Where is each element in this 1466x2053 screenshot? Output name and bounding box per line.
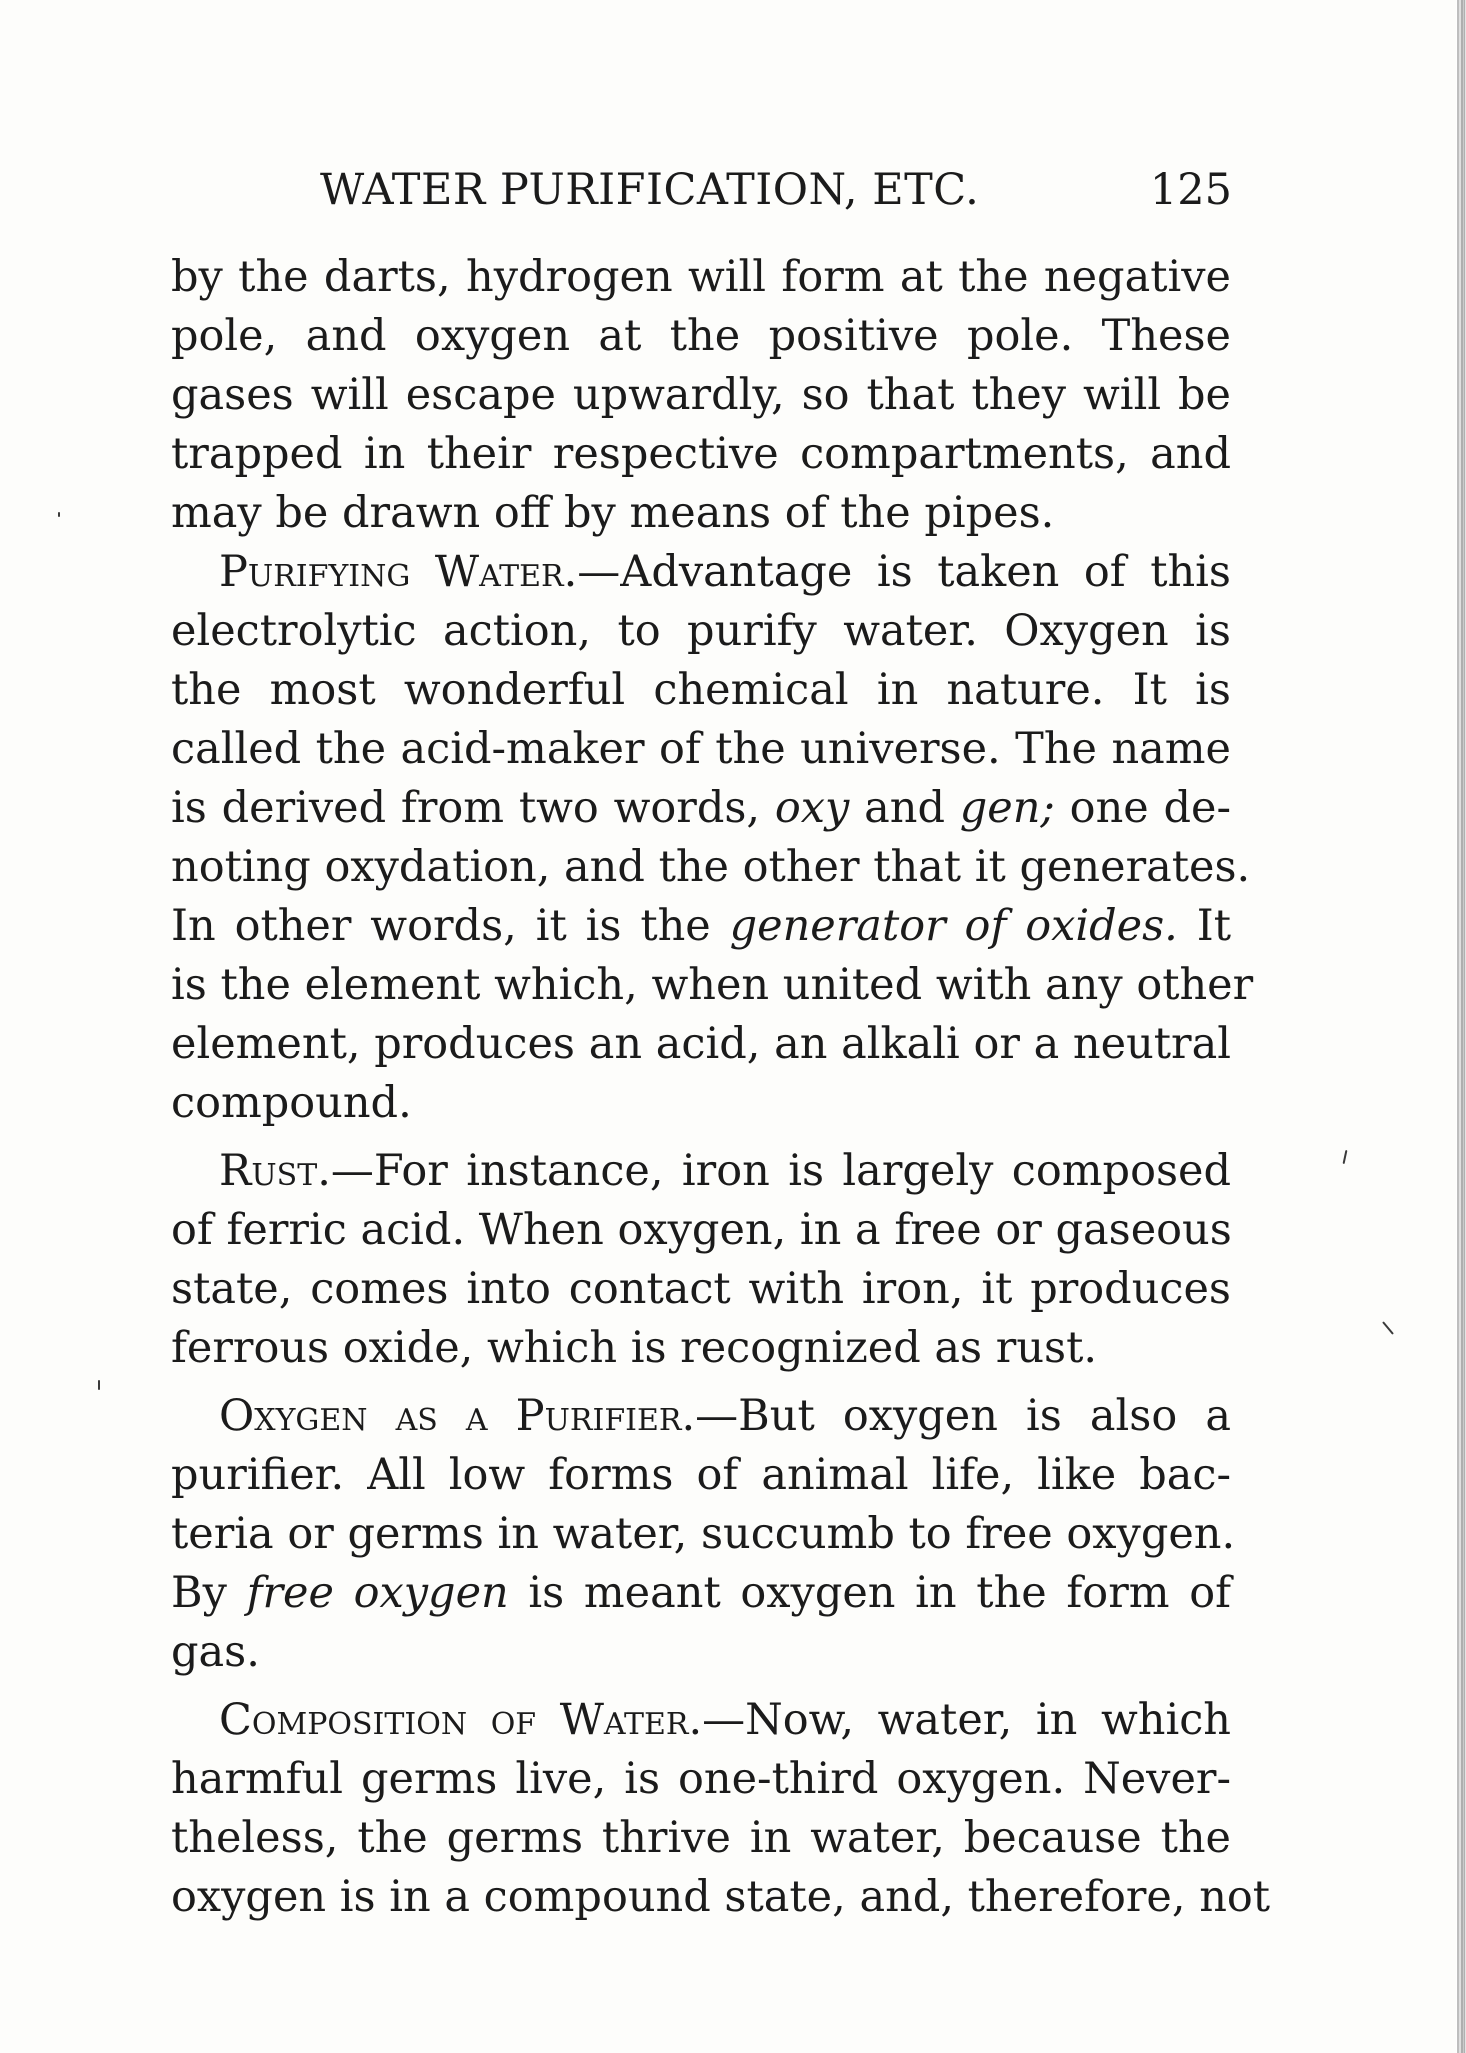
- text-line: purifier. All low forms of animal life, like bac-: [171, 1450, 1231, 1500]
- text-line: gas.: [171, 1627, 260, 1677]
- text-line: may be drawn off by means of the pipes.: [171, 488, 1055, 538]
- text-line: called the acid-maker of the universe. The name: [171, 724, 1231, 774]
- text-line: [171, 779, 1231, 838]
- paragraph-gap: [171, 1682, 1231, 1691]
- text-line: [171, 1691, 1231, 1750]
- text-line: electrolytic action, to purify water. Oxygen is: [171, 606, 1231, 656]
- text-line: [171, 1387, 1231, 1446]
- text-span: and: [849, 783, 960, 833]
- text-line: theless, the germs thrive in water, because the: [171, 1813, 1231, 1863]
- text-span: In other words, it is the: [171, 901, 730, 951]
- text-span: —Now, water, in which: [702, 1695, 1231, 1745]
- text-span: one de-: [1054, 783, 1231, 833]
- text-line: gases will escape upwardly, so that they will be: [171, 370, 1231, 420]
- running-head: [320, 165, 1232, 225]
- page-binding-edge: [1456, 0, 1466, 2053]
- text-line: trapped in their respective compartments, and: [171, 429, 1231, 479]
- italic-term: gen;: [959, 783, 1055, 833]
- body-text: [171, 248, 1271, 1927]
- text-line: is the element which, when united with any other: [171, 960, 1254, 1010]
- text-line: the most wonderful chemical in nature. It is: [171, 665, 1231, 715]
- scan-speck: [98, 1380, 100, 1390]
- section-heading-oxygen-as-a-purifier: Oxygen as a Purifier.: [219, 1391, 696, 1441]
- text-line: teria or germs in water, succumb to free oxygen.: [171, 1509, 1236, 1559]
- text-span: —For instance, iron is largely composed: [330, 1146, 1231, 1196]
- section-heading-composition-of-water: Composition of Water.: [219, 1695, 703, 1745]
- text-line: [171, 543, 1231, 602]
- text-line: compound.: [171, 1078, 412, 1128]
- text-span: —But oxygen is also a: [695, 1391, 1231, 1441]
- text-line: of ferric acid. When oxygen, in a free or gaseous: [171, 1205, 1232, 1255]
- text-span: is derived from two words,: [171, 783, 775, 833]
- text-span: —Advantage is taken of this: [577, 547, 1231, 597]
- section-heading-purifying-water: Purifying Water.: [219, 547, 578, 597]
- paragraph-gap: [171, 1133, 1231, 1142]
- text-line: oxygen is in a compound state, and, therefore, not: [171, 1872, 1271, 1922]
- text-span: is meant oxygen in the form of: [508, 1568, 1231, 1618]
- text-line: [171, 1564, 1231, 1623]
- text-line: noting oxydation, and the other that it generates.: [171, 842, 1251, 892]
- italic-term: generator of oxides.: [729, 901, 1178, 951]
- text-line: harmful germs live, is one-third oxygen. Never-: [171, 1754, 1231, 1804]
- scan-speck: [58, 512, 60, 517]
- running-head-title: WATER PURIFICATION, ETC.: [320, 165, 980, 215]
- text-line: element, produces an acid, an alkali or a neutral: [171, 1019, 1231, 1069]
- scan-speck: [1343, 1150, 1348, 1164]
- text-line: state, comes into contact with iron, it produces: [171, 1264, 1231, 1314]
- text-line: by the darts, hydrogen will form at the negative: [171, 252, 1231, 302]
- paragraph-gap: [171, 1378, 1231, 1387]
- section-heading-rust: Rust.: [219, 1146, 331, 1196]
- text-line: ferrous oxide, which is recognized as rust.: [171, 1323, 1098, 1373]
- italic-term: free oxygen: [246, 1568, 509, 1618]
- text-line: [171, 1142, 1231, 1201]
- page-number: 125: [1149, 165, 1232, 215]
- text-span: By: [171, 1568, 247, 1618]
- italic-term: oxy: [774, 783, 850, 833]
- scan-speck: [1382, 1321, 1394, 1335]
- text-line: pole, and oxygen at the positive pole. These: [171, 311, 1231, 361]
- text-span: It: [1177, 901, 1231, 951]
- text-line: [171, 897, 1231, 956]
